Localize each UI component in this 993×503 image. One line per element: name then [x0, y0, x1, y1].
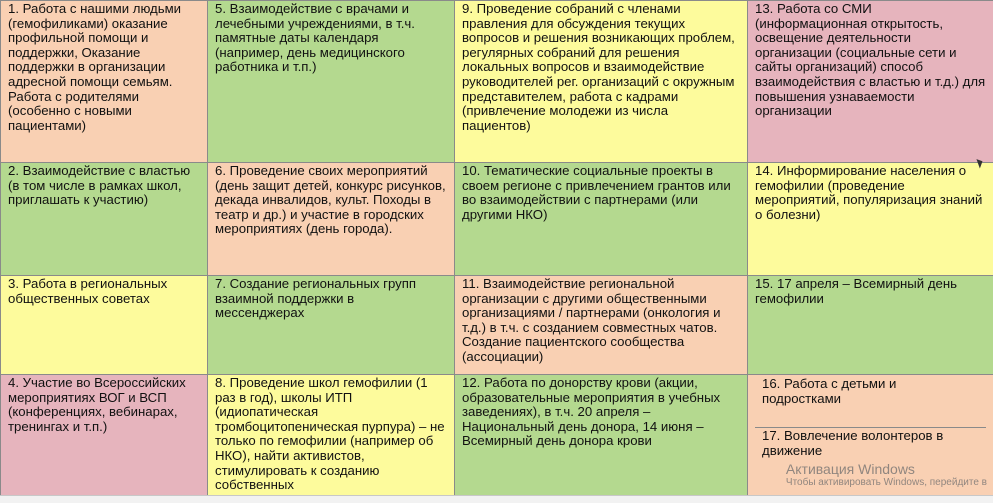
cell-text: 6. Проведение своих мероприятий (день защит детей, конкурс рисунков, декада инвалидов, культ. Походы в театр и др.) и участие в городских мероприятиях (день города).	[215, 163, 446, 237]
cell-text: 15. 17 апреля – Всемирный день гемофилии	[755, 276, 957, 306]
watermark-title: Активация Windows	[785, 461, 915, 477]
cell-text: 17. Вовлечение волонтеров в движение	[762, 428, 944, 458]
cell-text: 10. Тематические социальные проекты в своем регионе с привлечением грантов или во взаимодействии с партнерами (или другими НКО)	[462, 163, 731, 222]
cell-9	[455, 1, 748, 163]
cell-text: 12. Работа по донорству крови (акции, образовательные мероприятия в учебных заведениях), в т.ч. 20 апреля – Национальный день донора, 14 июня – Всемирный день донора крови	[462, 375, 721, 449]
cell-text: 16. Работа с детьми и подростками	[762, 376, 897, 406]
cell-text: 4. Участие во Всероссийских мероприятиях ВОГ и ВСП (конференциях, вебинарах, тренингах и т.п.)	[8, 375, 186, 434]
cell-16	[755, 376, 986, 428]
table-row	[1, 276, 993, 375]
cell-12	[455, 375, 748, 497]
cell-text: 7. Создание региональных групп взаимной поддержки в мессенджерах	[215, 276, 417, 321]
cell-text: 13. Работа со СМИ (информационная открытость, освещение деятельности организации (социальные сети и сайты организаций) способ взаимодействия с властью и т.д.) для повышения узнаваемости организации	[755, 1, 986, 119]
cell-text: 11. Взаимодействие региональной организации с другими общественными организациями / партнерами (онкология и т.д.) в т.ч. с созданием совместных чатов. Создание пациентского сообщества (ассоциации)	[462, 276, 721, 364]
table-row	[1, 163, 993, 276]
cell-14	[748, 163, 993, 276]
cell-1	[1, 1, 208, 163]
cell-10	[455, 163, 748, 276]
watermark-subtitle: Чтобы активировать Windows, перейдите в	[785, 477, 987, 488]
cell-text: 2. Взаимодействие с властью (в том числе в рамках школ, приглашать к участию)	[8, 163, 191, 208]
cell-6	[208, 163, 455, 276]
windows-activation-watermark	[786, 461, 987, 489]
cell-4	[1, 375, 208, 497]
cell-7	[208, 276, 455, 375]
cell-text: 1. Работа с нашими людьми (гемофиликами) оказание профильной помощи и поддержки, Оказание поддержки в организации адресной помощи семьям. Работа с родителями (особенно с новыми пациентами)	[8, 1, 182, 133]
cell-text: 3. Работа в региональных общественных советах	[8, 276, 168, 306]
cell-11	[455, 276, 748, 375]
table-row	[1, 1, 993, 163]
cell-text: 14. Информирование населения о гемофилии (проведение мероприятий, популяризация знаний о болезни)	[755, 163, 983, 222]
cell-15	[748, 276, 993, 375]
cell-8	[208, 375, 455, 497]
bottom-scroll-strip	[0, 495, 993, 503]
cell-3	[1, 276, 208, 375]
cell-text: 5. Взаимодействие с врачами и лечебными учреждениями, в т.ч. памятные даты календаря (например, день медицинского работника и т.п.)	[215, 1, 415, 75]
cell-2	[1, 163, 208, 276]
cell-13	[748, 1, 993, 163]
cell-text: 9. Проведение собраний с членами правления для обсуждения текущих вопросов и решения возникающих проблем, регулярных собраний для решения локальных вопросов и взаимодействие руководителей рег. организаций с окружным представителем, работа с кадрами (привлечение молодежи из числа пациентов)	[462, 1, 735, 133]
cell-17	[755, 428, 986, 458]
cell-5	[208, 1, 455, 163]
cell-text: 8. Проведение школ гемофилии (1 раз в год), школы ИТП (идиопатическая тромбоцитопеническая пурпура) – не только по гемофилии (например об НКО), найти активистов, стимулировать к созданию собственных	[215, 375, 445, 493]
